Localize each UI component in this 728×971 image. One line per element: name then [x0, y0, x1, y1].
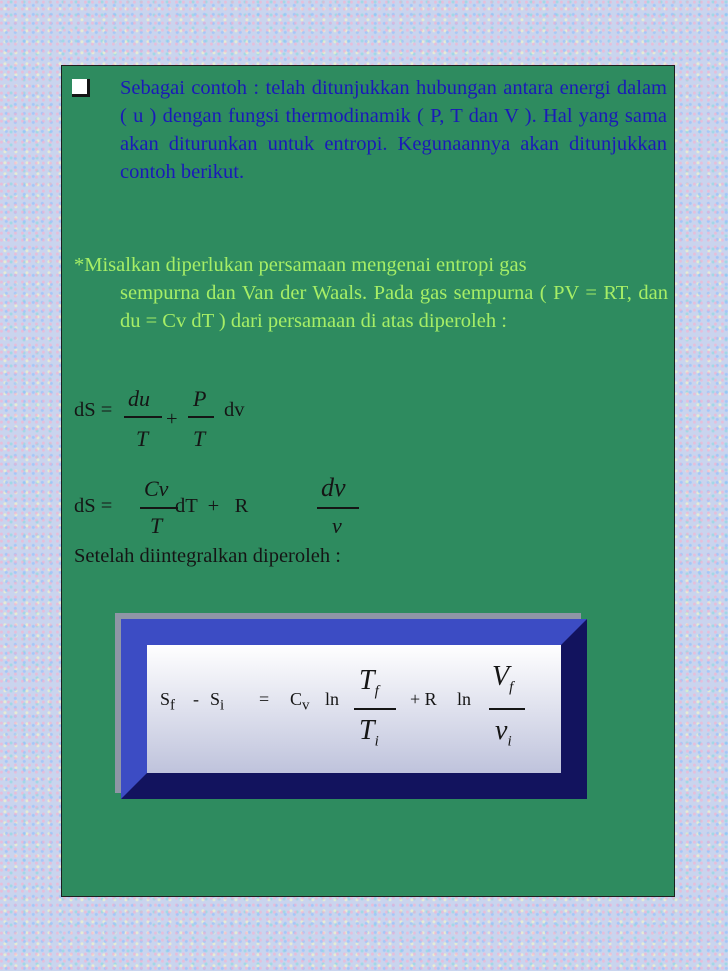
result-v-numerator: $V_f$ [492, 661, 514, 696]
eq2-frac2-denominator: v [332, 513, 342, 538]
result-t-denominator: $T_i$ [359, 715, 379, 750]
example-paragraph-lead: *Misalkan diperlukan persamaan mengenai entropi gas [74, 254, 527, 276]
eq2-lhs: dS = [74, 495, 113, 517]
eq2-middle: dT + R [175, 495, 249, 517]
eq2-frac1-numerator: Cv [144, 476, 169, 501]
eq1-tail: dv [224, 399, 245, 421]
eq2-frac2-numerator: dv [321, 473, 346, 502]
eq1-plus: + [166, 408, 178, 430]
example-paragraph [74, 251, 668, 335]
example-paragraph-rest: sempurna dan Van der Waals. Pada gas sempurna ( PV = RT, dan du = Cv dT ) dari persamaan di atas diperoleh : [120, 282, 668, 332]
bullet-paragraph [120, 74, 667, 186]
result-sf: $S_f$ [160, 689, 176, 714]
result-equation [147, 645, 561, 773]
result-equation-box [121, 619, 587, 799]
eq1-frac2-numerator: P [193, 386, 207, 411]
eq1-lhs: dS = [74, 399, 113, 421]
eq1-frac1-numerator: du [128, 386, 150, 411]
eq2-frac2-line [317, 507, 359, 509]
result-si: $S_i$ [210, 689, 225, 714]
result-plus-r: + R [410, 689, 437, 709]
result-minus: - [193, 689, 199, 709]
result-ln-2: ln [457, 689, 472, 709]
result-v-denominator: $v_i$ [495, 715, 512, 750]
eq2-frac1-line [140, 507, 178, 509]
content-panel [61, 65, 675, 897]
checkbox-bullet-icon [72, 79, 90, 97]
result-ln-1: ln [325, 689, 340, 709]
integration-text: Setelah diintegralkan diperoleh : [74, 545, 341, 567]
eq1-frac2-denominator: T [193, 426, 206, 451]
result-t-numerator: $T_f$ [359, 665, 379, 700]
result-equals: = [259, 689, 270, 709]
bullet-paragraph-text: Sebagai contoh : telah ditunjukkan hubungan antara energi dalam ( u ) dengan fungsi thermodinamik ( P, T dan V ). Hal yang sama akan diturunkan untuk entropi. Kegunaannya akan ditunjukkan contoh berikut. [120, 77, 667, 183]
eq1-frac2-line [188, 416, 214, 418]
eq2-frac1-denominator: T [150, 513, 163, 538]
result-cv: $C_v$ [290, 689, 310, 714]
result-v-fraction-line [489, 708, 525, 710]
eq1-frac1-line [124, 416, 162, 418]
eq1-frac1-denominator: T [136, 426, 149, 451]
result-t-fraction-line [354, 708, 396, 710]
